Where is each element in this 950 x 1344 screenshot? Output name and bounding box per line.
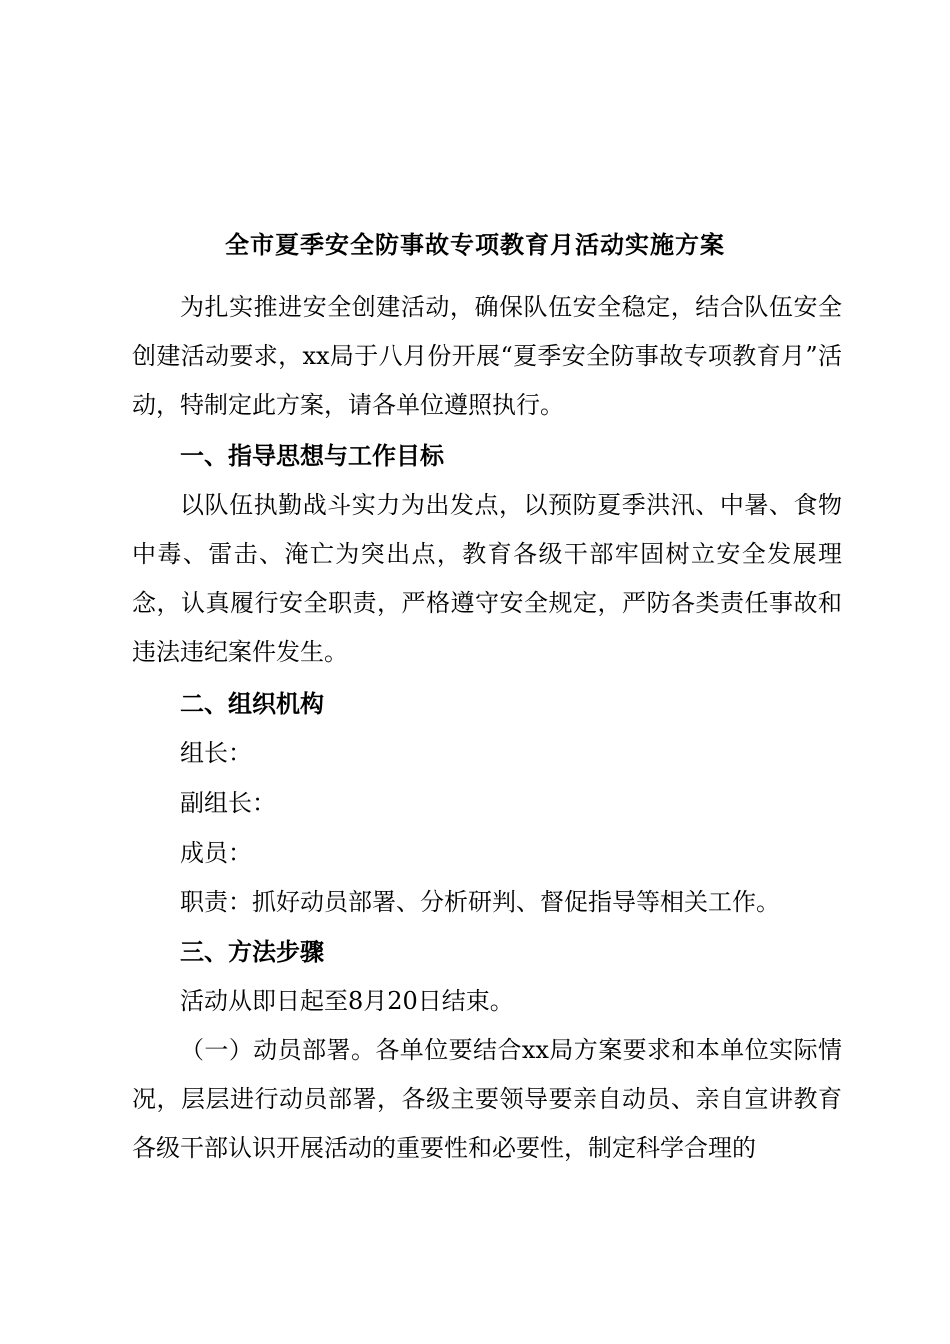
activity-period-line: 活动从即日起至8月20日结束。 <box>180 987 514 1015</box>
section-heading-guiding-thought: 一、指导思想与工作目标 <box>180 441 444 470</box>
org-duties-line: 职责：抓好动员部署、分析研判、督促指导等相关工作。 <box>180 888 780 916</box>
intro-paragraph: 为扎实推进安全创建活动，确保队伍安全稳定，结合队伍安全创建活动要求，xx局于八月份开展“夏季安全防事故专项教育月”活动，特制定此方案，请各单位遵照执行。 <box>132 293 842 419</box>
section-heading-organization: 二、组织机构 <box>180 689 324 718</box>
guiding-thought-paragraph: 以队伍执勤战斗实力为出发点，以预防夏季洪汛、中暑、食物中毒、雷击、淹亡为突出点，教育各级干部牢固树立安全发展理念，认真履行安全职责，严格遵守安全规定，严防各类责任事故和违法违纪案件发生。 <box>132 491 842 666</box>
org-deputy-line: 副组长： <box>180 789 276 817</box>
org-members-line: 成员： <box>180 839 252 867</box>
document-title: 全市夏季安全防事故专项教育月活动实施方案 <box>225 230 725 260</box>
section-heading-method-steps: 三、方法步骤 <box>180 937 324 966</box>
org-leader-line: 组长： <box>180 739 252 767</box>
step-one-paragraph: （一）动员部署。各单位要结合xx局方案要求和本单位实际情况，层层进行动员部署，各级主要领导要亲自动员、亲自宣讲教育各级干部认识开展活动的重要性和必要性，制定科学合理的 <box>132 1036 842 1162</box>
